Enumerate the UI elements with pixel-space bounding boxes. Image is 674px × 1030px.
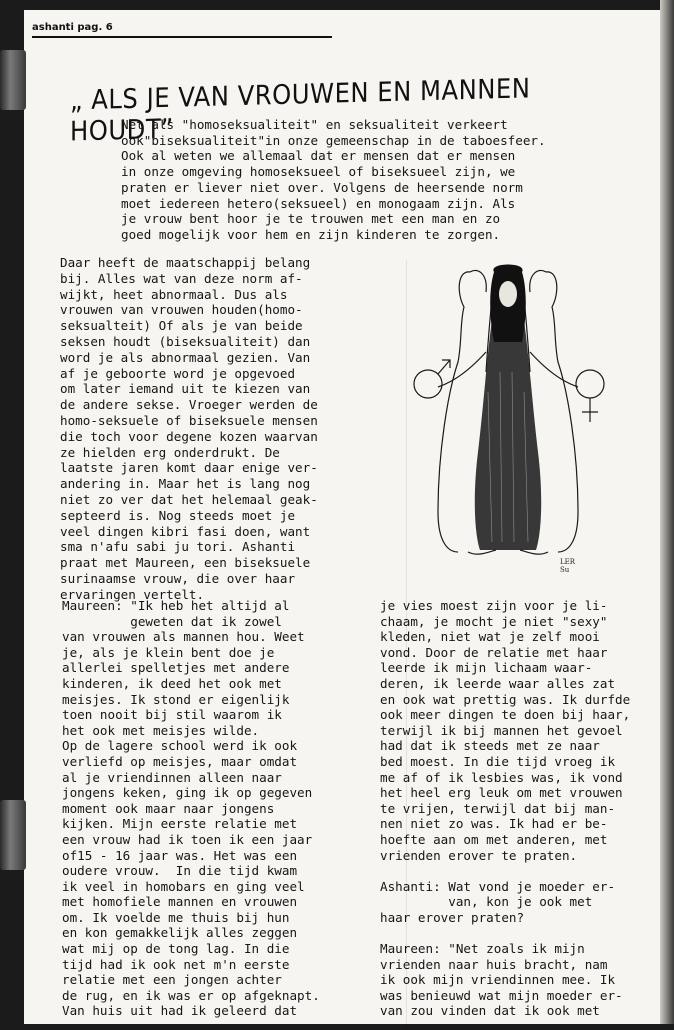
text-line: jongens keken, ging ik op gegeven: [62, 785, 313, 801]
text-line: het ook met meisjes wilde.: [62, 722, 260, 738]
text-line: ik veel in homobars en ging veel: [62, 878, 305, 894]
text-line: Net als "homoseksualiteit" en seksualiteit verkeert: [121, 117, 508, 132]
text-line: je vrouw bent hoor je te trouwen met een man en zo: [121, 211, 501, 227]
text-line: ervaringen vertelt.: [60, 586, 205, 602]
text-line: seksen houdt (biseksualiteit) dan: [60, 333, 311, 349]
text-line: Ook al weten we allemaal dat er mensen dat er mensen: [121, 148, 516, 164]
text-line: van vrouwen als mannen hou. Weet: [62, 629, 305, 645]
intro-paragraph: [121, 117, 641, 243]
text-line: sma n'afu sabi ju tori. Ashanti: [60, 539, 296, 555]
text-line: hoefte aan om met anderen, met: [380, 831, 608, 847]
text-line: praat met Maureen, een biseksuele: [60, 555, 311, 571]
artist-signature: LER Su: [560, 558, 576, 574]
text-line: met homofiele mannen en vrouwen: [62, 894, 298, 910]
text-line: moment ook maar naar jongens: [62, 800, 275, 816]
text-line: toen nooit bij stil waarom ik: [62, 707, 282, 723]
text-line: relatie met een jongen achter: [62, 972, 282, 988]
text-line: al je vriendinnen alleen naar: [62, 769, 282, 785]
text-line: homo-seksuele of biseksuele mensen: [60, 412, 318, 428]
text-line: Van huis uit had ik geleerd dat: [62, 1003, 298, 1019]
text-line: praten er liever niet over. Volgens de heersende norm: [121, 179, 523, 195]
text-line: Ashanti: Wat vond je moeder er-: [380, 878, 616, 894]
text-line: terwijl ik bij mannen het gevoel: [380, 722, 623, 738]
text-line: ze hielden erg onderdrukt. De: [60, 444, 280, 460]
text-line: vrienden erover te praten.: [380, 847, 578, 863]
interview-column-2: [380, 598, 660, 1019]
text-line: me af of ik lesbies was, ik vond: [380, 769, 623, 785]
text-line: je, als je klein bent doe je: [62, 644, 275, 660]
text-line: om. Ik voelde me thuis bij hun: [62, 909, 290, 925]
text-line: wijkt, heet abnormaal. Dus als: [60, 286, 288, 302]
page-edge: [660, 0, 674, 1024]
text-line: Maureen: "Net zoals ik mijn: [380, 941, 585, 957]
text-line: was benieuwd wat mijn moeder er-: [380, 987, 623, 1003]
text-line: kleden, niet wat je zelf mooi: [380, 629, 600, 645]
text-line: tijd had ik ook net m'n eerste: [62, 956, 290, 972]
binder-clip-bottom: [0, 800, 26, 870]
text-line: vrouwen van vrouwen houden(homo-: [60, 302, 303, 318]
text-line: af je geboorte word je opgevoed: [60, 365, 296, 381]
text-line: Daar heeft de maatschappij belang: [60, 255, 311, 270]
three-women-gender-symbols-drawing-icon: [408, 252, 608, 582]
text-line: of15 - 16 jaar was. Het was een: [62, 847, 298, 863]
text-line: seksualteit) Of als je van beide: [60, 318, 303, 334]
text-line: [380, 863, 660, 879]
text-line: niet zo ver dat het helemaal geak-: [60, 491, 318, 507]
left-column-text: [60, 255, 370, 603]
text-line: surinaamse vrouw, die over haar: [60, 570, 296, 586]
text-line: te vrijen, terwijl dat bij man-: [380, 800, 616, 816]
text-line: chaam, je mocht je niet "sexy": [380, 613, 608, 629]
text-line: en ook wat prettig was. Ik durfde: [380, 691, 631, 707]
text-line: goed mogelijk voor hem en zijn kinderen te zorgen.: [121, 226, 501, 242]
text-line: [380, 925, 660, 941]
text-line: word je als abnormaal gezien. Van: [60, 349, 311, 365]
article-title: „ ALS JE VAN VROUWEN EN MANNEN HOUDT”: [70, 73, 531, 148]
text-line: ook"biseksualiteit"in onze gemeenschap in de taboesfeer.: [121, 132, 546, 148]
text-line: deren, ik leerde waar alles zat: [380, 675, 616, 691]
text-line: veel dingen kibri fasi doen, want: [60, 523, 311, 539]
text-line: vrienden naar huis bracht, nam: [380, 956, 608, 972]
text-line: septeerd is. Nog steeds moet je: [60, 507, 296, 523]
text-line: je vies moest zijn voor je li-: [380, 598, 608, 613]
text-line: oudere vrouw. In die tijd kwam: [62, 863, 298, 879]
text-line: wat mij op de tong lag. In die: [62, 941, 290, 957]
text-line: had dat ik steeds met ze naar: [380, 738, 600, 754]
text-line: om later iemand uit te kiezen van: [60, 381, 311, 397]
text-line: moet iedereen hetero(seksueel) en monogaam zijn. Als: [121, 195, 516, 211]
text-line: Maureen: "Ik heb het altijd al: [62, 598, 290, 613]
text-line: de andere sekse. Vroeger werden de: [60, 397, 318, 413]
text-line: die toch voor degene kozen waarvan: [60, 428, 318, 444]
header-label: ashanti pag. 6: [32, 22, 113, 33]
text-line: kijken. Mijn eerste relatie met: [62, 816, 298, 832]
text-line: vond. Door de relatie met haar: [380, 644, 608, 660]
text-line: Op de lagere school werd ik ook: [62, 738, 298, 754]
header-rule: [32, 36, 332, 38]
text-line: laatste jaren komt daar enige ver-: [60, 460, 318, 476]
text-line: in onze omgeving homoseksueel of biseksueel zijn, we: [121, 164, 516, 180]
interview-column-1: [62, 598, 382, 1019]
text-line: van zou vinden dat ik ook met: [380, 1003, 600, 1019]
text-line: haar erover praten?: [380, 909, 525, 925]
text-line: bij. Alles wat van deze norm af-: [60, 270, 303, 286]
text-line: allerlei spelletjes met andere: [62, 660, 290, 676]
binder-clip-top: [0, 50, 26, 110]
text-line: verliefd op meisjes, maar omdat: [62, 753, 298, 769]
text-line: geweten dat ik zowel: [62, 613, 282, 629]
text-line: nen niet zo was. Ik had er be-: [380, 816, 608, 832]
text-line: het heel erg leuk om met vrouwen: [380, 785, 623, 801]
text-line: bed moest. In die tijd vroeg ik: [380, 753, 616, 769]
text-line: de rug, en ik was er op afgeknapt.: [62, 987, 320, 1003]
text-line: een vrouw had ik toen ik een jaar: [62, 831, 313, 847]
page-header: [32, 22, 652, 33]
text-line: leerde ik mijn lichaam waar-: [380, 660, 593, 676]
text-line: andering in. Maar het is lang nog: [60, 476, 311, 492]
text-line: kinderen, ik deed het ook met: [62, 675, 282, 691]
text-line: en kon gemakkelijk alles zeggen: [62, 925, 298, 941]
text-line: ik ook mijn vriendinnen mee. Ik: [380, 972, 616, 988]
text-line: van, kon je ook met: [380, 894, 593, 910]
text-line: meisjes. Ik stond er eigenlijk: [62, 691, 290, 707]
text-line: ook meer dingen te doen bij haar,: [380, 707, 631, 723]
